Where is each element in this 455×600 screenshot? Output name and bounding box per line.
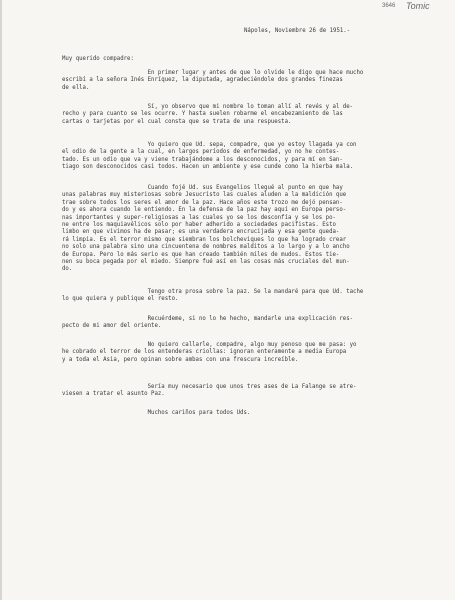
paragraph-line: de ella. xyxy=(62,84,90,91)
paragraph-line: he cobrado el terror de los entenderas criollas: ignoran enteramente a media Europa xyxy=(62,349,347,356)
paragraph-line: No quiero callarle, compadre, algo muy penoso que me pasa: yo xyxy=(62,342,357,348)
paragraph-line: el odio de la gente a la cual, en largos períodos de enfermedad, yo no he contes- xyxy=(62,149,340,156)
paragraph-line: no solo una palabra sino una cincuentena de nombres malditos a lo largo y a lo ancho xyxy=(62,244,350,251)
paragraph-line: En primer lugar y antes de que lo olvide le digo que hace mucho xyxy=(62,70,364,76)
handwritten-name-annotation: Tomic xyxy=(406,1,430,11)
paragraph-line: nas importantes y super-religiosas a las cuales yo se los desconfía y se los po- xyxy=(62,214,336,221)
letter-paragraph xyxy=(62,342,417,364)
paragraph-line: Recuérdeme, si no lo he hecho, mandarle una explicación res- xyxy=(62,316,354,322)
paragraph-line: recho y para cuanto se les ocurre. Y hasta suelen robarme el encabezamiento de las xyxy=(62,111,343,118)
letter-paragraph xyxy=(62,384,417,399)
paragraph-line: Sí, yo observo que mi nombre lo toman allí al revés y al de- xyxy=(62,104,354,110)
paragraph-line: y a toda el Asia, pero opinan sobre ambas con una frescura increíble. xyxy=(62,356,299,363)
page-edge xyxy=(0,0,2,600)
paragraph-line: trae sobre todos los seres el amor de la paz. Hace años este trozo me dejó pensan- xyxy=(62,199,343,206)
paragraph-line: Cuando fojé Ud. sus Evangelios llegué al punto en que hay xyxy=(62,185,343,191)
paragraph-line: unas palabras muy misteriosas sobre Jesucristo las cuales aluden a la maldición que xyxy=(62,192,347,199)
paragraph-line: ne entre los maquiavélicos solo por haber adherido a sociedades pacifistas. Esto xyxy=(62,221,336,228)
paragraph-line: viesen a tratar el asunto Paz. xyxy=(62,391,165,398)
paragraph-line: de Europa. Pero lo más serio es que han creado también miles de mudos. Estos tie- xyxy=(62,251,340,258)
paragraph-line: cartas o tarjetas por el cual consta que se trata de una respuesta. xyxy=(62,118,292,125)
paragraph-line: Muchos cariños para todos Uds. xyxy=(62,410,251,416)
letter-salutation: Muy querido compadre: xyxy=(62,56,134,62)
paragraph-line: do y es ahora cuando le entiendo. En la defensa de la paz hay aquí en Europa perso- xyxy=(62,207,347,214)
paragraph-line: nen su boca pegada por el miedo. Siempre fué así en las cosas más cruciales del mun- xyxy=(62,258,350,265)
archive-number-annotation: 3646 xyxy=(382,3,396,9)
letter-paragraph xyxy=(62,410,417,417)
paragraph-line: Sería muy necesario que unos tres ases de La Falange se atre- xyxy=(62,384,357,390)
paragraph-line: Tengo otra prosa sobre la paz. Se la mandaré para que Ud. tache xyxy=(62,289,364,295)
letter-dateline: Nápoles, Noviembre 26 de 1951.- xyxy=(244,28,351,34)
paragraph-line: Yo quiero que Ud. sepa, compadre, que yo estoy llagada ya con xyxy=(62,142,357,148)
paragraph-line: tiago son desconocidos casi todos. Hacen un ambiente y ese cunde como la hierba mala. xyxy=(62,164,354,171)
letter-paragraph xyxy=(62,185,417,274)
paragraph-line: pecto de mi amor del oriente. xyxy=(62,323,162,330)
paragraph-line: escribí a la señora Inés Enríquez, la diputada, agradeciéndole dos grandes finezas xyxy=(62,77,343,84)
letter-paragraph xyxy=(62,316,417,331)
paragraph-line: tado. Es un odio que va y viene trabajándome a los desconocidos, y para mí en San- xyxy=(62,156,343,163)
paragraph-line: limbo en que vivimos ha de pasar; es una verdadera encrucijada y esa gente queda- xyxy=(62,229,340,236)
letter-paragraph xyxy=(62,142,417,172)
paragraph-line: do. xyxy=(62,266,73,273)
paragraph-line: rá limpia. Es el terror mismo que siembran los bolcheviques lo que ha logrado crear xyxy=(62,236,347,243)
letter-paragraph xyxy=(62,289,417,304)
letter-paragraph xyxy=(62,70,417,92)
letter-paragraph xyxy=(62,104,417,126)
paragraph-line: lo que quiera y publique el resto. xyxy=(62,296,179,303)
